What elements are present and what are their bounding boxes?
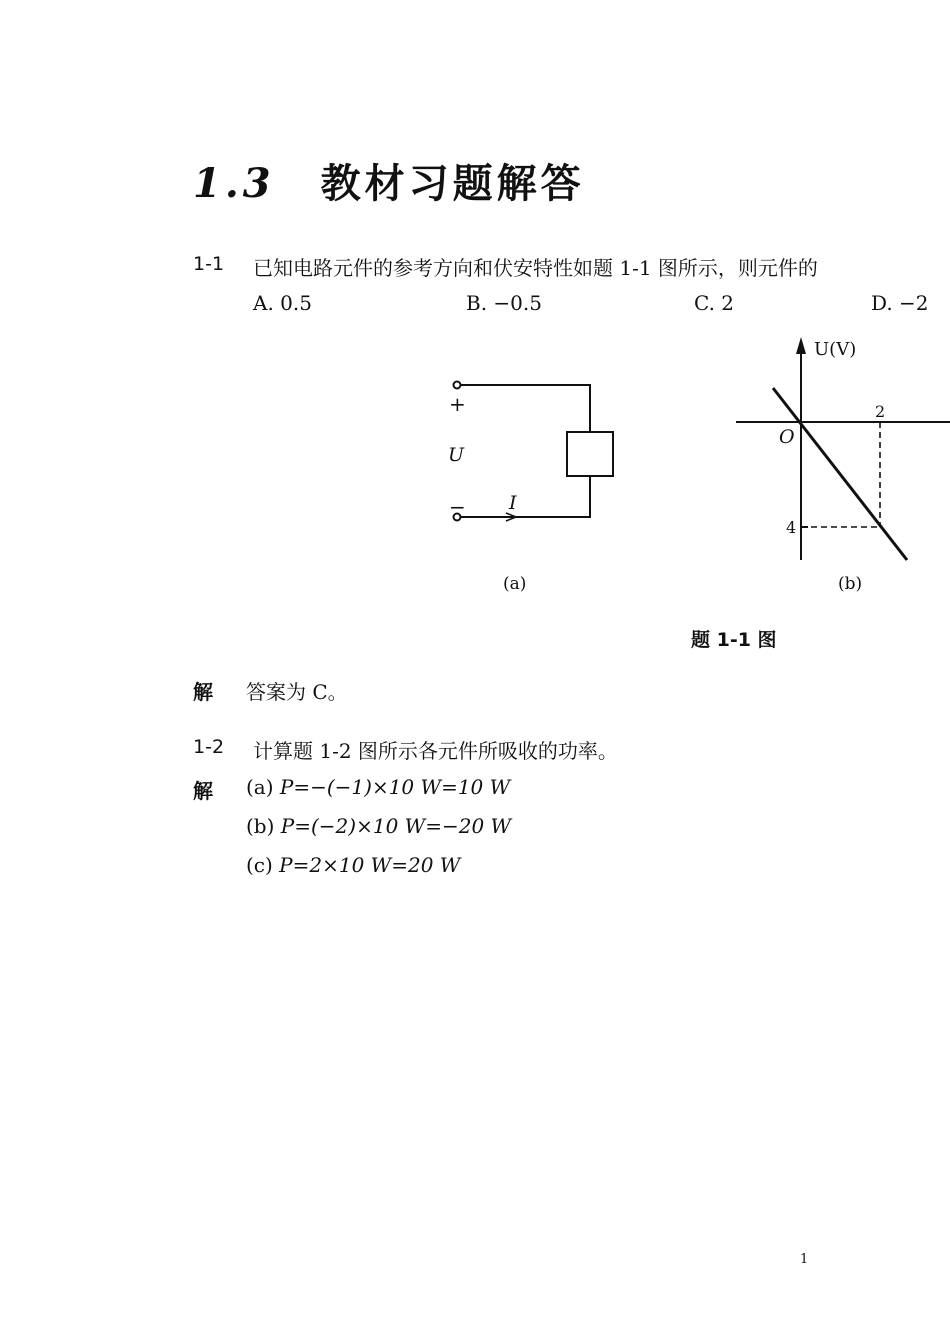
answer-line-expr: P=(−2)×10 W=−20 W (280, 814, 512, 838)
figure-title: 题 1-1 图 (691, 629, 777, 651)
question-number-1-2: 1-2 (193, 736, 225, 758)
answer-line-expr: P=2×10 W=20 W (279, 853, 461, 877)
answer-line-label: (b) (246, 814, 275, 838)
answer-line-c (246, 853, 460, 877)
question-number-1-1: 1-1 (193, 253, 225, 275)
current-label: I (509, 492, 517, 514)
bottom-wire (461, 476, 590, 517)
question-text-1-1: 已知电路元件的参考方向和伏安特性如题 1-1 图所示，则元件的 (253, 256, 818, 280)
choice-b: B. −0.5 (466, 291, 542, 315)
origin-label: O (779, 426, 795, 448)
answer-line-b (246, 814, 511, 838)
answer-line-expr: P=−(−1)×10 W=10 W (279, 775, 511, 799)
answer-marker-1-1: 解 (193, 680, 213, 704)
answer-marker-1-2: 解 (193, 779, 213, 803)
caption-a: (a) (503, 574, 527, 594)
y-axis-label: U(V) (814, 339, 857, 360)
answer-line-label: (a) (246, 775, 274, 799)
answer-line-label: (c) (246, 853, 273, 877)
circuit-element (567, 432, 613, 476)
figure-1-1 (0, 0, 950, 620)
choice-c: C. 2 (694, 291, 735, 315)
minus-sign: − (449, 495, 466, 519)
page-number: 1 (800, 1252, 809, 1267)
x-tick-label: 2 (875, 402, 886, 421)
iv-graph (736, 337, 950, 560)
circuit-diagram (454, 382, 614, 522)
section-title: 教材习题解答 (320, 160, 585, 207)
y-axis-arrow (796, 337, 806, 354)
choice-d: D. −2 (871, 291, 929, 315)
top-wire (461, 385, 590, 432)
voltage-label: U (448, 444, 465, 466)
answer-text-1-1: 答案为 C。 (246, 680, 348, 704)
y-tick-label: 4 (786, 518, 797, 537)
section-number: 1.3 (193, 160, 275, 207)
caption-b: (b) (838, 574, 863, 594)
top-terminal (454, 382, 461, 389)
choice-a: A. 0.5 (253, 291, 312, 315)
plus-sign: + (449, 392, 466, 416)
question-text-1-2: 计算题 1-2 图所示各元件所吸收的功率。 (253, 739, 618, 763)
answer-line-a (246, 775, 510, 799)
